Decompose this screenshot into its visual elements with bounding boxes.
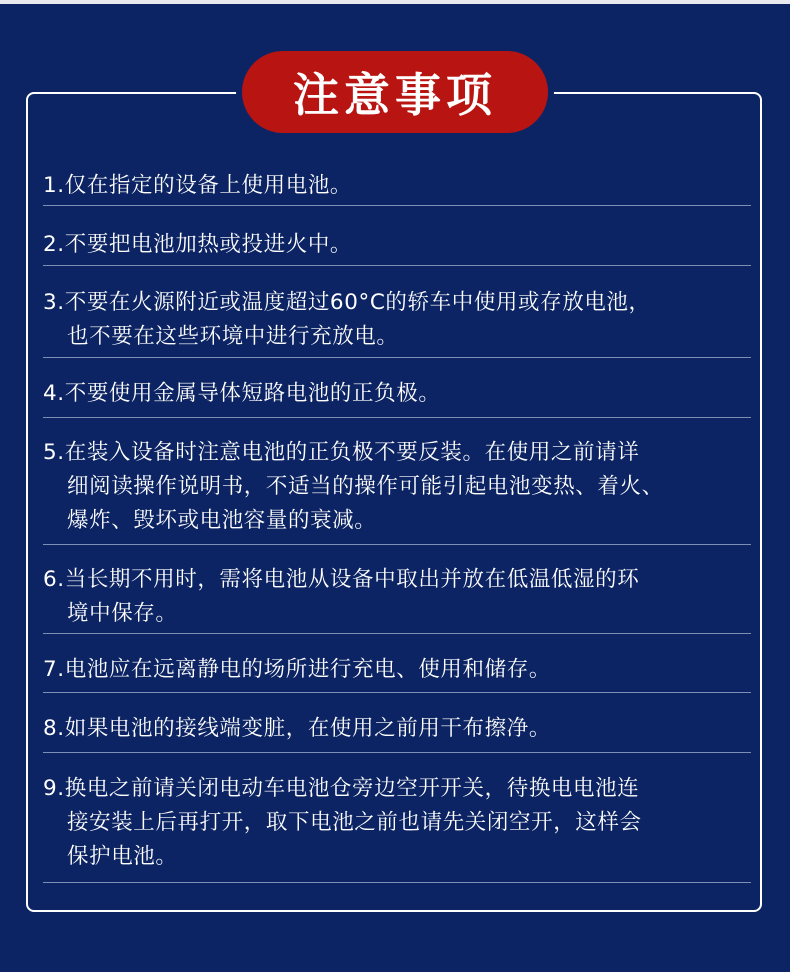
top-strip — [0, 0, 790, 4]
notice-line: 1.仅在指定的设备上使用电池。 — [43, 173, 353, 198]
divider — [43, 205, 751, 206]
notice-line: 爆炸、毁坏或电池容量的衰减。 — [67, 508, 377, 533]
notice-item-2 — [43, 228, 751, 262]
divider — [43, 882, 751, 883]
divider — [43, 752, 751, 753]
notice-item-5 — [43, 436, 751, 538]
notice-line: 保护电池。 — [67, 844, 178, 869]
notice-line: 3.不要在火源附近或温度超过60°C的轿车中使用或存放电池， — [43, 290, 651, 315]
divider — [43, 633, 751, 634]
divider — [43, 265, 751, 266]
notice-line: 9.换电之前请关闭电动车电池仓旁边空开开关，待换电电池连 — [43, 776, 640, 801]
notice-item-1 — [43, 169, 751, 203]
notice-item-4 — [43, 377, 751, 411]
divider — [43, 692, 751, 693]
notice-item-9 — [43, 772, 751, 874]
notice-line: 4.不要使用金属导体短路电池的正负极。 — [43, 381, 441, 406]
divider — [43, 544, 751, 545]
notice-item-8 — [43, 712, 751, 746]
notice-line: 也不要在这些环境中进行充放电。 — [67, 324, 399, 349]
notice-line: 境中保存。 — [67, 601, 178, 626]
notice-line: 7.电池应在远离静电的场所进行充电、使用和储存。 — [43, 657, 551, 682]
divider — [43, 417, 751, 418]
notice-item-3 — [43, 286, 751, 354]
notice-line: 接安装上后再打开，取下电池之前也请先关闭空开，这样会 — [67, 810, 642, 835]
divider — [43, 357, 751, 358]
notice-line: 5.在装入设备时注意电池的正负极不要反装。在使用之前请详 — [43, 440, 640, 465]
notice-line: 细阅读操作说明书，不适当的操作可能引起电池变热、着火、 — [67, 474, 664, 499]
notice-line: 2.不要把电池加热或投进火中。 — [43, 232, 353, 257]
notice-line: 6.当长期不用时，需将电池从设备中取出并放在低温低湿的环 — [43, 567, 640, 592]
notice-item-7 — [43, 653, 751, 687]
notice-item-6 — [43, 563, 751, 631]
notice-line: 8.如果电池的接线端变脏，在使用之前用干布擦净。 — [43, 716, 551, 741]
page-title: 注意事项 — [242, 51, 548, 133]
